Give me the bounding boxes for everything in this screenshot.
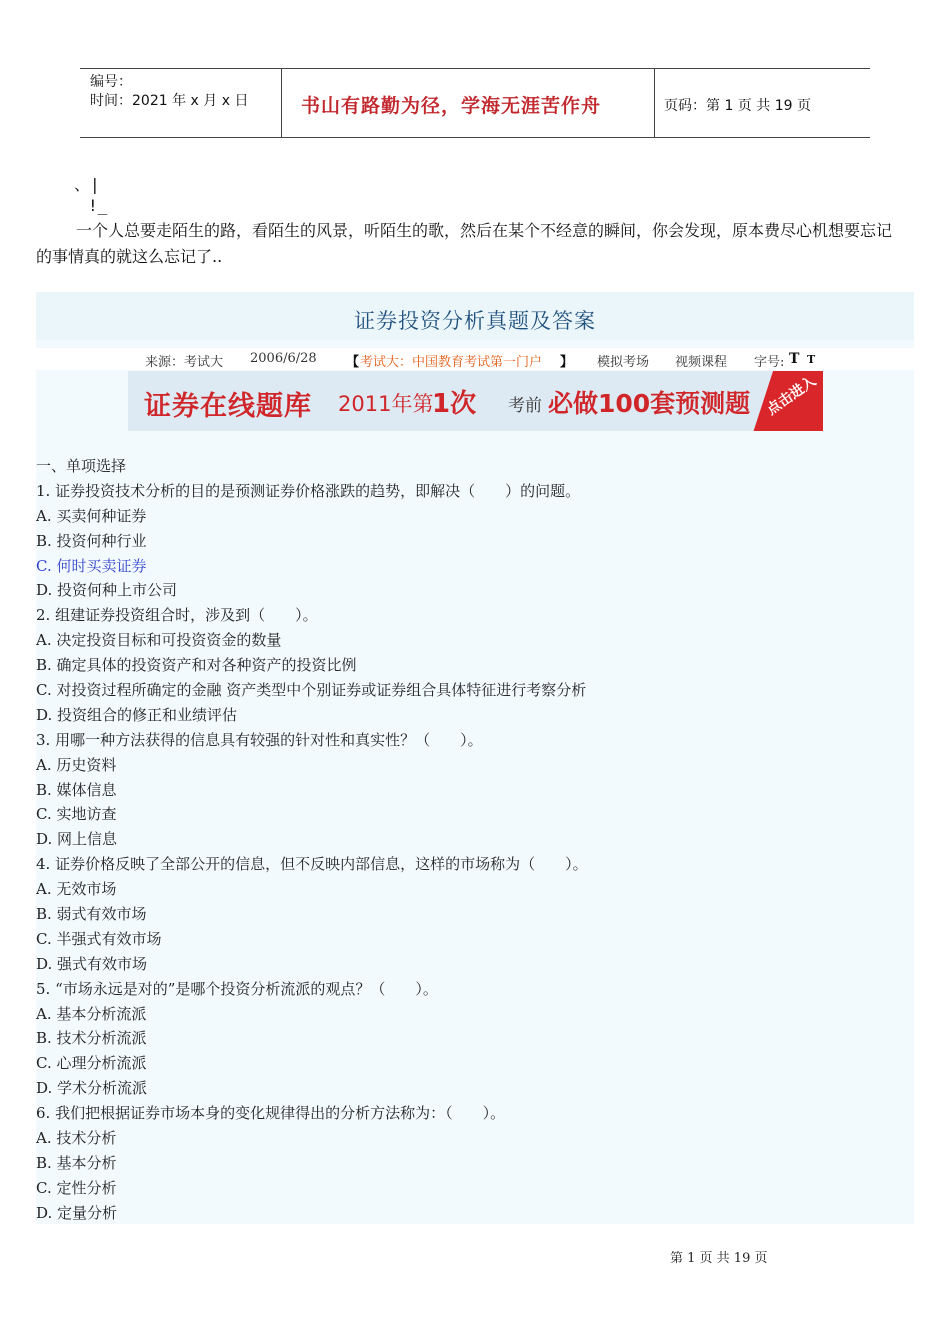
question-line: D. 强式有效市场: [36, 954, 148, 973]
question-line: A. 决定投资目标和可投资资金的数量: [36, 631, 282, 650]
question-list: [36, 454, 914, 1226]
font-size-label: 字号:: [754, 355, 785, 370]
section-heading: 一、单项选择: [36, 457, 127, 475]
header-motto: 书山有路勤为径，学海无涯苦作舟: [301, 95, 602, 117]
page-footer: 第 1 页 共 19 页: [670, 1251, 768, 1266]
question-line: B. 基本分析: [36, 1153, 117, 1172]
question-line: D. 投资组合的修正和业绩评估: [36, 705, 238, 724]
question-line: 4. 证券价格反映了全部公开的信息，但不反映内部信息，这样的市场称为（ ）。: [36, 855, 588, 874]
article-meta: [36, 348, 914, 370]
question-line: 1. 证券投资技术分析的目的是预测证券价格涨跌的趋势，即解决（ ）的问题。: [36, 481, 581, 500]
article-title: 证券投资分析真题及答案: [354, 309, 596, 333]
question-line: A. 基本分析流派: [36, 1004, 147, 1023]
header-divider: [281, 69, 282, 137]
font-small-button[interactable]: T: [807, 353, 816, 366]
date-label: 时间：2021 年 x 月 x 日: [90, 93, 249, 109]
question-line: D. 投资何种上市公司: [36, 581, 178, 600]
question-line: C. 定性分析: [36, 1178, 117, 1197]
banner-year: 2011年第: [338, 392, 434, 416]
number-label: 编号：: [90, 74, 132, 90]
question-line: B. 技术分析流派: [36, 1029, 147, 1048]
question-line: A. 技术分析: [36, 1129, 117, 1148]
question-line: C. 半强式有效市场: [36, 929, 162, 948]
question-line: D. 网上信息: [36, 830, 118, 849]
bracket-open: 【: [346, 355, 360, 370]
source-label: 来源：考试大: [145, 355, 224, 370]
question-line: B. 弱式有效市场: [36, 905, 147, 924]
question-line: C. 何时买卖证券: [36, 556, 147, 575]
mock-exam-link[interactable]: 模拟考场: [597, 355, 650, 370]
question-line: 5. “市场永远是对的”是哪个投资分析流派的观点？（ ）。: [36, 979, 438, 998]
bracket-close: 】: [560, 355, 574, 370]
question-line: A. 历史资料: [36, 755, 117, 774]
banner-offer: 必做100套预测题: [548, 389, 751, 418]
question-line: C. 对投资过程所确定的金融 资产类型中个别证券或证券组合具体特征进行考察分析: [36, 681, 587, 700]
question-line: D. 学术分析流派: [36, 1079, 148, 1098]
question-line: C. 心理分析流派: [36, 1054, 147, 1073]
stray-mark: 、|: [74, 175, 100, 194]
header-page-number: 页码：第 1 页 共 19 页: [664, 98, 811, 114]
video-course-link[interactable]: 视频课程: [675, 355, 728, 370]
header-divider: [654, 69, 655, 137]
publish-date: 2006/6/28: [250, 351, 317, 366]
question-line: 3. 用哪一种方法获得的信息具有较强的针对性和真实性？（ ）。: [36, 730, 483, 749]
banner-enter-button[interactable]: 点击进入: [764, 373, 820, 419]
banner-before-exam: 考前: [508, 396, 542, 416]
document-header: [80, 68, 870, 138]
portal-link[interactable]: 考试大：中国教育考试第一门户: [360, 355, 543, 370]
question-line: A. 买卖何种证券: [36, 506, 147, 525]
question-line: D. 定量分析: [36, 1203, 118, 1222]
question-line: B. 确定具体的投资资产和对各种资产的投资比例: [36, 656, 357, 675]
banner-count: 1次: [432, 389, 477, 419]
question-line: C. 实地访查: [36, 805, 117, 824]
font-large-button[interactable]: T: [789, 351, 800, 367]
header-meta: [90, 73, 248, 111]
question-line: B. 投资何种行业: [36, 531, 147, 550]
article-panel: [36, 292, 914, 1224]
stray-mark: !_: [88, 196, 108, 215]
promo-banner[interactable]: [128, 371, 823, 431]
question-line: B. 媒体信息: [36, 780, 117, 799]
intro-paragraph: 一个人总要走陌生的路，看陌生的风景，听陌生的歌，然后在某个不经意的瞬间，你会发现，原本费尽心机想要忘记的事情真的就这么忘记了..: [36, 221, 893, 266]
question-line: A. 无效市场: [36, 880, 117, 899]
question-line: 6. 我们把根据证券市场本身的变化规律得出的分析方法称为：（ ）。: [36, 1104, 506, 1123]
banner-title: 证券在线题库: [144, 391, 312, 422]
question-line: 2. 组建证券投资组合时，涉及到（ ）。: [36, 606, 318, 625]
